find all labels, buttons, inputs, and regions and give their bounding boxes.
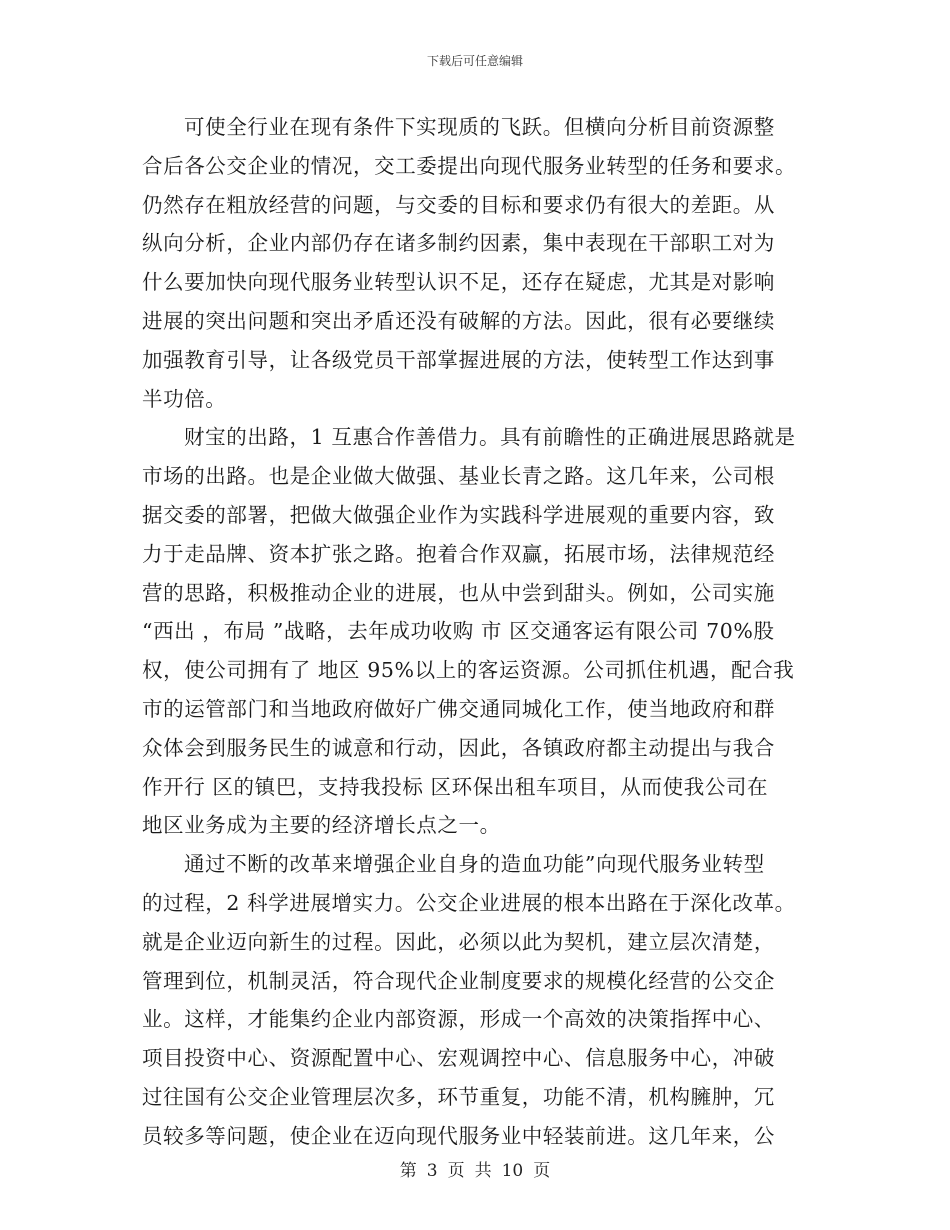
text-line: 可使全行业在现有条件下实现质的飞跃。但横向分析目前资源整 [184,115,775,139]
text-line: 权，使公司拥有了 地区 95%以上的客运资源。公司抓住机遇，配合我 [142,658,795,683]
text-line: 业。这样，才能集约企业内部资源，形成一个高效的决策指挥中心、 [142,1007,775,1032]
text-line: 通过不断的改革来增强企业自身的造血功能”向现代服务业转型 [184,852,765,877]
text-line: 财宝的出路，1 互惠合作善借力。具有前瞻性的正确进展思路就是 [184,425,796,450]
text-line: “西出 ，布局 ”战略，去年成功收购 市 区交通客运有限公司 70%股 [142,619,775,644]
text-line: 纵向分析，企业内部仍存在诸多制约因素，集中表现在干部职工对为 [142,231,775,256]
page-header: 下载后可任意编辑 [426,54,523,68]
footer-total-pages: 10 [501,1161,524,1181]
text-line: 项目投资中心、资源配置中心、宏观调控中心、信息服务中心，冲破 [142,1046,775,1071]
page-footer [0,1156,950,1181]
document-body [142,108,814,1156]
text-line: 市的运管部门和当地政府做好广佛交通同城化工作，使当地政府和群 [142,696,775,721]
text-line: 仍然存在粗放经营的问题，与交委的目标和要求仍有很大的差距。从 [142,192,775,217]
text-line: 市场的出路。也是企业做大做强、基业长青之路。这几年来，公司根 [142,464,775,489]
text-line: 力于走品牌、资本扩张之路。抱着合作双赢，拓展市场，法律规范经 [142,541,775,566]
text-line: 众体会到服务民生的诚意和行动，因此，各镇政府都主动提出与我合 [142,735,775,760]
text-line: 进展的突出问题和突出矛盾还没有破解的方法。因此，很有必要继续 [142,308,775,333]
text-line: 作开行 区的镇巴，支持我投标 区环保出租车项目，从而使我公司在 [142,774,769,799]
text-line: 半功倍。 [142,386,227,411]
text-line: 过往国有公交企业管理层次多，环节重复，功能不清，机构臃肿，冗 [142,1084,775,1109]
footer-di: 第 [399,1161,417,1181]
text-line: 营的思路，积极推动企业的进展，也从中尝到甜头。例如，公司实施 [142,580,775,605]
text-line: 什么要加快向现代服务业转型认识不足，还存在疑虑，尤其是对影响 [142,270,775,295]
text-line: 就是企业迈向新生的过程。因此，必须以此为契机，建立层次清楚， [142,929,775,954]
footer-gong: 共 [474,1161,492,1181]
text-line: 据交委的部署，把做大做强企业作为实践科学进展观的重要内容，致 [142,502,775,527]
text-line: 员较多等问题，使企业在迈向现代服务业中轻装前进。这几年来，公 [142,1123,775,1148]
text-line: 管理到位，机制灵活，符合现代企业制度要求的规模化经营的公交企 [142,968,775,993]
text-line: 地区业务成为主要的经济增长点之一。 [142,813,501,838]
text-line: 的过程，2 科学进展增实力。公交企业进展的根本出路在于深化改革。 [142,890,796,915]
footer-ye: 页 [533,1161,551,1181]
footer-ye: 页 [447,1161,465,1181]
text-line: 合后各公交企业的情况，交工委提出向现代服务业转型的任务和要求。 [142,153,797,178]
text-line: 加强教育引导，让各级党员干部掌握进展的方法，使转型工作达到事 [142,347,775,372]
footer-page-number: 3 [426,1161,438,1181]
